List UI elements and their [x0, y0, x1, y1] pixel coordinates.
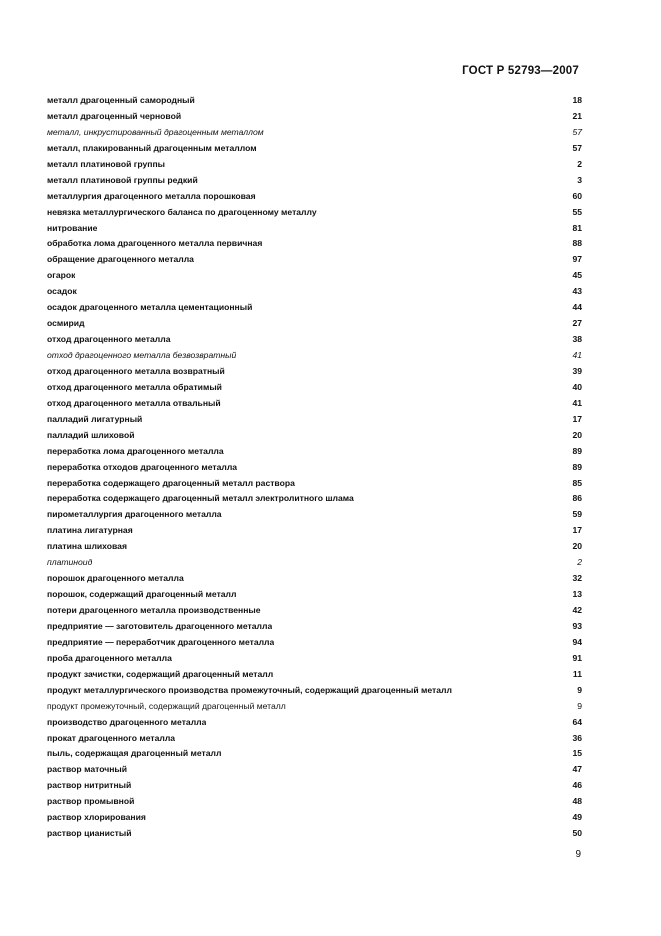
index-entry — [47, 221, 582, 237]
index-page-ref: 55 — [572, 206, 582, 217]
index-term: палладий шлиховой — [47, 429, 135, 440]
index-entry — [47, 635, 582, 651]
index-page-ref: 64 — [572, 716, 582, 727]
index-page-ref: 97 — [572, 254, 582, 265]
index-term: осмирид — [47, 318, 85, 329]
index-page-ref: 40 — [572, 381, 582, 392]
index-page-ref: 81 — [572, 222, 582, 233]
index-entry — [47, 125, 582, 141]
index-term: раствор хлорирования — [47, 812, 146, 823]
index-entry — [47, 300, 582, 316]
index-entry — [47, 762, 582, 778]
index-entry — [47, 412, 582, 428]
index-entry — [47, 555, 582, 571]
index-term: обработка лома драгоценного металла первичная — [47, 238, 263, 249]
index-page-ref: 36 — [572, 732, 582, 743]
index-entry — [47, 571, 582, 587]
index-term: огарок — [47, 270, 76, 281]
index-entry — [47, 667, 582, 683]
index-page-ref: 27 — [572, 318, 582, 329]
index-page-ref: 17 — [572, 413, 582, 424]
index-page-ref: 85 — [572, 477, 582, 488]
index-term: невязка металлургического баланса по драгоценному металлу — [47, 206, 317, 217]
index-page-ref: 46 — [572, 780, 582, 791]
index-term: металл драгоценный черновой — [47, 110, 182, 121]
index-term: потери драгоценного металла производственные — [47, 605, 261, 615]
index-term: металл, инкрустированный драгоценным металлом — [47, 126, 264, 137]
index-term: раствор нитритный — [47, 780, 132, 791]
index-page-ref: 13 — [572, 589, 582, 600]
index-page-ref: 11 — [572, 668, 582, 679]
index-term: осадок — [47, 286, 77, 297]
document-header: ГОСТ Р 52793—2007 — [462, 65, 579, 77]
index-page-ref: 94 — [572, 636, 582, 647]
index-page-ref: 86 — [572, 493, 582, 504]
index-term: раствор маточный — [47, 764, 128, 775]
index-entry — [47, 444, 582, 460]
index-entry — [47, 731, 582, 747]
index-page-ref: 48 — [572, 796, 582, 807]
index-entry — [47, 651, 582, 667]
index-page-ref: 49 — [572, 812, 582, 823]
index-page-ref: 43 — [572, 286, 582, 297]
index-term: предприятие — переработчик драгоценного металла — [47, 636, 275, 647]
index-entry — [47, 699, 582, 715]
index-entry — [47, 794, 582, 810]
index-term: нитрование — [47, 222, 98, 233]
index-page-ref: 2 — [577, 158, 582, 169]
index-entry — [47, 364, 582, 380]
index-entry — [47, 252, 582, 268]
index-term: порошок, содержащий драгоценный металл — [47, 589, 237, 600]
index-term: платина шлиховая — [47, 541, 127, 552]
index-entry — [47, 189, 582, 205]
index-entry — [47, 810, 582, 826]
index-term: отход драгоценного металла — [47, 334, 171, 345]
index-term: отход драгоценного металла обратимый — [47, 381, 222, 392]
index-entry — [47, 587, 582, 603]
index-term: раствор промывной — [47, 796, 135, 807]
index-term: отход драгоценного металла отвальный — [47, 397, 221, 408]
index-term: отход драгоценного металла безвозвратный — [47, 350, 237, 360]
index-page-ref: 59 — [572, 509, 582, 520]
alphabetical-index — [47, 93, 582, 842]
index-page-ref: 17 — [572, 525, 582, 536]
index-page-ref: 57 — [572, 142, 582, 153]
index-page-ref: 47 — [572, 764, 582, 775]
index-page-ref: 39 — [572, 365, 582, 376]
index-entry — [47, 316, 582, 332]
index-entry — [47, 157, 582, 173]
index-entry — [47, 715, 582, 731]
index-entry — [47, 539, 582, 555]
index-term: осадок драгоценного металла цементационный — [47, 302, 253, 313]
index-term: предприятие — заготовитель драгоценного металла — [47, 620, 273, 631]
index-page-ref: 41 — [572, 397, 582, 408]
index-term: металл драгоценный самородный — [47, 95, 195, 105]
index-entry — [47, 348, 582, 364]
index-entry — [47, 268, 582, 284]
index-term: производство драгоценного металла — [47, 716, 207, 727]
index-term: раствор цианистый — [47, 828, 132, 839]
index-term: обращение драгоценного металла — [47, 254, 194, 265]
page-number: 9 — [575, 849, 581, 860]
index-term: продукт металлургического производства промежуточный, содержащий драгоценный металл — [47, 684, 452, 695]
index-term: отход драгоценного металла возвратный — [47, 365, 225, 376]
index-term: платиноид — [47, 557, 93, 568]
index-term: пыль, содержащая драгоценный металл — [47, 748, 222, 759]
index-entry — [47, 396, 582, 412]
index-entry — [47, 205, 582, 221]
index-page-ref: 38 — [572, 334, 582, 345]
index-page-ref: 2 — [577, 557, 582, 568]
index-page-ref: 21 — [572, 110, 582, 121]
index-term: платина лигатурная — [47, 525, 133, 536]
index-page-ref: 41 — [572, 350, 582, 360]
index-page-ref: 45 — [572, 270, 582, 281]
index-entry — [47, 460, 582, 476]
index-page-ref: 20 — [572, 429, 582, 440]
index-entry — [47, 236, 582, 252]
index-term: переработка отходов драгоценного металла — [47, 461, 238, 472]
index-page-ref: 32 — [572, 573, 582, 584]
index-page-ref: 9 — [577, 700, 582, 711]
index-page-ref: 50 — [572, 828, 582, 839]
index-entry — [47, 109, 582, 125]
index-entry — [47, 746, 582, 762]
index-term: металл платиновой группы редкий — [47, 174, 198, 185]
index-page-ref: 44 — [572, 302, 582, 313]
index-entry — [47, 603, 582, 619]
index-term: пирометаллургия драгоценного металла — [47, 509, 222, 520]
index-term: порошок драгоценного металла — [47, 573, 184, 584]
index-page-ref: 89 — [572, 461, 582, 472]
index-entry — [47, 491, 582, 507]
index-entry — [47, 619, 582, 635]
index-entry — [47, 826, 582, 842]
index-entry — [47, 141, 582, 157]
index-entry — [47, 284, 582, 300]
index-term: металл, плакированный драгоценным металлом — [47, 142, 257, 153]
index-page-ref: 15 — [572, 748, 582, 759]
index-entry — [47, 523, 582, 539]
index-term: палладий лигатурный — [47, 413, 143, 424]
index-term: продукт промежуточный, содержащий драгоценный металл — [47, 700, 286, 711]
index-page-ref: 93 — [572, 620, 582, 631]
index-term: проба драгоценного металла — [47, 652, 172, 663]
index-term: металлургия драгоценного металла порошковая — [47, 190, 256, 201]
index-page-ref: 88 — [572, 238, 582, 249]
index-term: переработка содержащего драгоценный металл электролитного шлама — [47, 493, 354, 504]
index-page-ref: 18 — [572, 95, 582, 105]
index-page-ref: 57 — [572, 126, 582, 137]
index-term: прокат драгоценного металла — [47, 732, 176, 743]
index-term: переработка содержащего драгоценный металл раствора — [47, 477, 295, 488]
index-entry — [47, 683, 582, 699]
index-entry — [47, 173, 582, 189]
index-page-ref: 42 — [572, 605, 582, 615]
index-term: переработка лома драгоценного металла — [47, 445, 224, 456]
index-page-ref: 60 — [572, 190, 582, 201]
index-entry — [47, 332, 582, 348]
index-entry — [47, 380, 582, 396]
index-entry — [47, 93, 582, 109]
index-entry — [47, 778, 582, 794]
index-term: продукт зачистки, содержащий драгоценный металл — [47, 668, 274, 679]
index-page-ref: 89 — [572, 445, 582, 456]
index-entry — [47, 507, 582, 523]
index-entry — [47, 476, 582, 492]
index-page-ref: 3 — [577, 174, 582, 185]
index-page-ref: 20 — [572, 541, 582, 552]
index-page-ref: 91 — [572, 652, 582, 663]
index-page-ref: 9 — [577, 684, 582, 695]
index-term: металл платиновой группы — [47, 158, 165, 169]
index-entry — [47, 428, 582, 444]
